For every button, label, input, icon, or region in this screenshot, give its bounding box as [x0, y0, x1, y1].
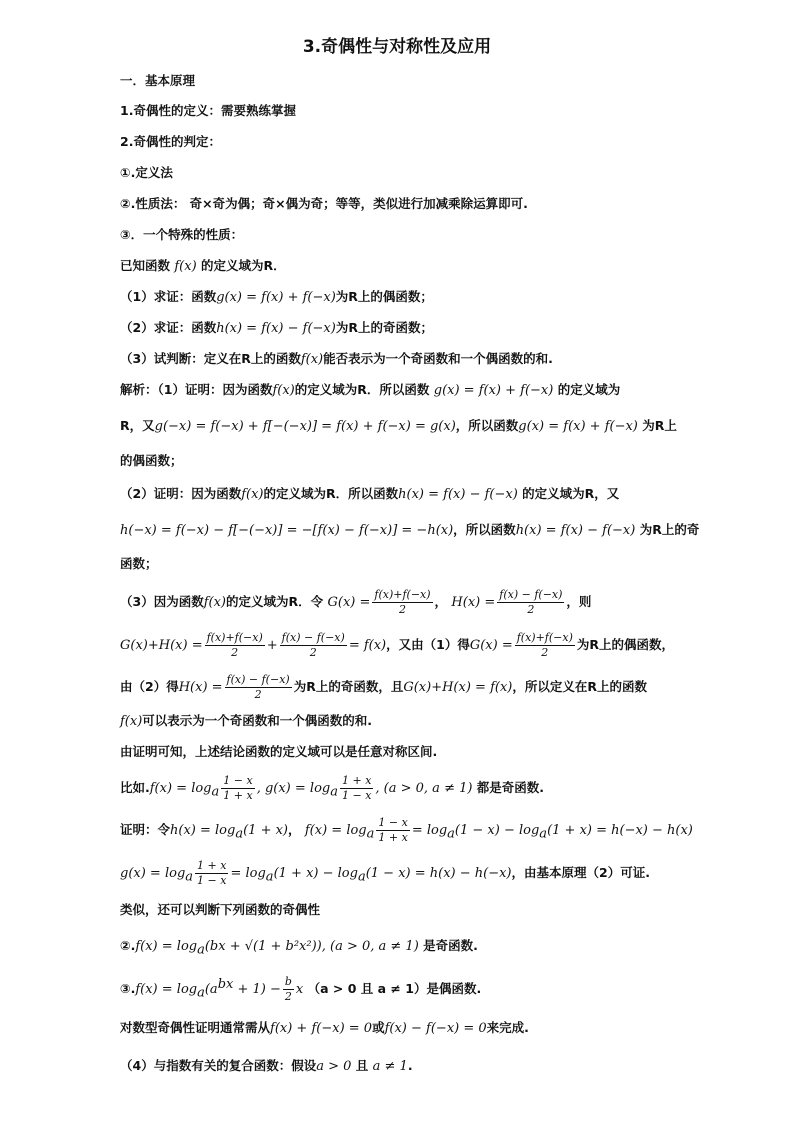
- line-example: [120, 770, 694, 811]
- text-span: (1 + x) = h(−x) − h(x): [547, 823, 693, 838]
- text-span: (1 − x) = h(x) − h(−x): [365, 866, 512, 881]
- text-span: ，所以函数: [453, 522, 516, 537]
- text-span: a: [539, 826, 548, 842]
- text-span: 证明：令: [120, 822, 171, 837]
- text-span: x: [295, 982, 304, 998]
- text-span: f(x) = log: [149, 781, 212, 796]
- text-span: G(x) =: [327, 595, 371, 610]
- text-span: a: [447, 826, 455, 842]
- text-span: f(x)+f(−x): [516, 631, 573, 644]
- text-span: 是奇函数.: [423, 938, 478, 953]
- text-span: 2: [284, 990, 292, 1004]
- text-span: f(x): [300, 352, 324, 367]
- line-exponential: [120, 1057, 694, 1076]
- text-span: (bx + √(1 + b²x²)), (a > 0, a ≠ 1): [204, 939, 419, 954]
- text-span: 1 − x: [223, 774, 253, 787]
- text-span: f(x): [241, 487, 264, 502]
- text-span: g(x) = f(x) + f(−x): [433, 383, 554, 398]
- text-span: 1 + x: [223, 789, 253, 802]
- text-span: g(x) = f(x) + f(−x): [518, 419, 638, 434]
- text-span: 的定义域为R．所以函数: [294, 382, 430, 397]
- text-span: H(x) =: [178, 680, 223, 695]
- line-method-1: ①.定义法: [120, 165, 173, 180]
- line-example-2: [120, 937, 694, 960]
- fraction: [205, 631, 265, 660]
- solution-1-line-3: 的偶函数；: [120, 453, 183, 468]
- text-span: f(x) + f(−x) = 0: [270, 1021, 373, 1036]
- text-span: = f(x): [348, 638, 387, 653]
- text-span: a: [265, 869, 274, 885]
- text-span: 为R上的偶函数，: [576, 637, 675, 652]
- text-span: g(x) = f(x) + f(−x): [216, 290, 336, 305]
- text-span: a: [197, 985, 205, 1001]
- text-span: （3）试判断：定义在R上的函数: [120, 351, 301, 366]
- text-span: = log: [411, 823, 448, 838]
- text-span: (a: [204, 982, 218, 998]
- text-span: f(x) = log: [304, 823, 367, 838]
- text-span: 来完成.: [486, 1020, 529, 1035]
- text-span: b: [284, 975, 292, 989]
- text-span: ，: [288, 822, 301, 837]
- text-span: a > 0: [316, 1059, 352, 1074]
- text-span: 为R上的奇: [639, 522, 700, 537]
- line-known: [120, 257, 694, 276]
- text-span: G(x) =: [469, 638, 513, 653]
- text-span: G(x)+H(x) = f(x): [403, 680, 513, 695]
- text-span: a: [330, 784, 338, 800]
- text-span: 的定义域为R．令: [226, 594, 324, 609]
- text-span: （2）求证：函数: [120, 320, 217, 335]
- text-span: +: [266, 638, 278, 653]
- solution-3-line-4: [120, 712, 694, 731]
- fraction: [280, 631, 347, 660]
- text-span: 的定义域为R，又: [522, 486, 620, 501]
- text-span: f(x): [120, 714, 143, 729]
- fraction: [225, 673, 292, 702]
- text-span: a: [197, 942, 205, 958]
- fraction: [497, 588, 564, 617]
- solution-1-line-1: [120, 381, 694, 400]
- text-span: h(x) = f(x) − f(−x): [398, 487, 518, 502]
- text-span: ②.: [120, 938, 136, 953]
- text-span: a: [185, 869, 194, 885]
- question-3: [120, 350, 694, 369]
- text-span: 已知函数: [120, 258, 171, 273]
- text-span: ，则: [566, 594, 592, 609]
- text-span: 都是奇函数.: [476, 780, 545, 795]
- text-span: 为R上的偶函数；: [335, 289, 433, 304]
- text-span: 解析：（1）证明：因为函数: [120, 382, 273, 397]
- solution-1-line-2: [120, 417, 694, 436]
- text-span: R，又: [120, 418, 155, 433]
- text-span: 2: [527, 603, 535, 616]
- solution-2-line-2: [120, 521, 700, 540]
- text-span: H(x) =: [451, 595, 496, 610]
- text-span: 能否表示为一个奇函数和一个偶函数的和.: [323, 351, 553, 366]
- text-span: （4）与指数有关的复合函数：假设: [120, 1058, 317, 1073]
- text-span: = log: [230, 866, 266, 881]
- text-span: f(x): [174, 259, 197, 274]
- solution-3-line-1: [120, 584, 694, 621]
- text-span: 1 − x: [341, 789, 372, 802]
- text-span: （2）证明：因为函数: [120, 486, 242, 501]
- text-span: f(x) = log: [135, 939, 198, 954]
- question-1: [120, 288, 694, 307]
- text-span: 2: [231, 646, 239, 659]
- fraction: [283, 975, 294, 1004]
- text-span: h(x) = f(x) − f(−x): [216, 321, 336, 336]
- text-span: 1 + x: [341, 774, 372, 787]
- text-span: （1）求证：函数: [120, 289, 217, 304]
- text-span: f(x) − f(−x): [281, 631, 345, 644]
- line-log-proof: [120, 1019, 694, 1038]
- text-span: + 1) −: [233, 982, 281, 998]
- fraction: [195, 859, 228, 888]
- text-span: 的定义域为R．所以函数: [263, 486, 399, 501]
- text-span: f(x)+f(−x): [374, 588, 431, 601]
- text-span: ，所以定义在R上的函数: [512, 679, 647, 694]
- text-span: g(x) = log: [120, 866, 186, 881]
- text-span: a: [366, 826, 375, 842]
- text-span: （3）因为函数: [120, 594, 204, 609]
- line-proof-g: [120, 855, 694, 896]
- text-span: , (a > 0, a ≠ 1): [375, 781, 473, 796]
- text-span: h(x) = log: [170, 823, 236, 838]
- text-span: ，由基本原理（2）可证.: [511, 865, 650, 880]
- text-span: 2: [398, 603, 406, 616]
- fraction: [221, 774, 254, 803]
- text-span: h(x) = f(x) − f(−x): [515, 523, 636, 538]
- text-span: 由（2）得: [120, 679, 179, 694]
- text-span: 的定义域为R．: [201, 258, 286, 273]
- text-span: f(x)+f(−x): [206, 631, 263, 644]
- text-span: 或: [372, 1020, 385, 1035]
- text-span: f(x) − f(−x): [226, 673, 290, 686]
- text-span: , g(x) = log: [256, 781, 331, 796]
- text-span: f(x) = log: [135, 982, 198, 998]
- text-span: (1 + x) − log: [273, 866, 358, 881]
- text-span: ③.: [120, 981, 136, 997]
- text-span: 为R上的奇函数；: [335, 320, 433, 335]
- text-span: 1 − x: [197, 874, 227, 887]
- text-span: 2: [254, 688, 262, 701]
- text-span: 对数型奇偶性证明通常需从: [120, 1020, 271, 1035]
- text-span: bx: [217, 977, 234, 992]
- text-span: (1 − x) − log: [454, 823, 540, 838]
- text-span: 且: [355, 1058, 369, 1073]
- fraction: [515, 631, 575, 660]
- text-span: .: [407, 1058, 413, 1073]
- text-span: g(−x) = f(−x) + f[−(−x)] = f(x) + f(−x) = g(x): [154, 419, 456, 434]
- section-heading: 一．基本原理: [120, 73, 196, 88]
- text-span: 的定义域为: [557, 382, 621, 397]
- text-span: f(x): [272, 383, 295, 398]
- text-span: （a > 0 且 a ≠ 1）是偶函数.: [307, 981, 482, 997]
- text-span: 1 − x: [378, 816, 408, 829]
- text-span: 1 + x: [378, 831, 408, 844]
- text-span: h(−x) = f(−x) − f[−(−x)] = −[f(x) − f(−x)] = −h(x): [120, 523, 454, 538]
- text-span: 比如.: [120, 780, 150, 795]
- solution-3-line-2: [120, 627, 694, 664]
- page-title: 3.奇偶性与对称性及应用: [302, 37, 492, 57]
- text-span: f(x) − f(−x) = 0: [384, 1021, 487, 1036]
- line-method-3: ③．一个特殊的性质：: [120, 227, 244, 242]
- text-span: ，所以函数: [455, 418, 519, 433]
- text-span: a: [235, 826, 244, 842]
- text-span: a: [357, 869, 366, 885]
- solution-2-line-3: 函数；: [120, 556, 158, 571]
- line-proof: [120, 812, 694, 853]
- line-conclusion: 由证明可知，上述结论函数的定义域可以是任意对称区间.: [120, 744, 438, 759]
- text-span: 2: [309, 646, 317, 659]
- line-definition: 1.奇偶性的定义：需要熟练掌握: [120, 103, 296, 118]
- text-span: 可以表示为一个奇函数和一个偶函数的和.: [142, 713, 373, 728]
- text-span: ，: [434, 594, 448, 609]
- question-2: [120, 319, 694, 338]
- text-span: f(x) − f(−x): [499, 588, 563, 601]
- text-span: 2: [541, 646, 549, 659]
- text-span: ，又由（1）得: [386, 637, 470, 652]
- line-judgement: 2.奇偶性的判定：: [120, 134, 221, 149]
- text-span: 为R上: [642, 418, 677, 433]
- text-span: (1 + x): [243, 823, 288, 838]
- fraction: [372, 588, 432, 617]
- text-span: a: [211, 784, 220, 800]
- fraction: [376, 816, 409, 845]
- line-example-3: [120, 967, 694, 1012]
- text-span: G(x)+H(x) =: [120, 638, 203, 653]
- line-method-2: ②.性质法： 奇×奇为偶；奇×偶为奇；等等，类似进行加减乘除运算即可.: [120, 196, 528, 211]
- text-span: f(x): [203, 595, 226, 610]
- text-span: a ≠ 1: [372, 1059, 408, 1074]
- solution-2-line-1: [120, 485, 694, 504]
- solution-3-line-3: [120, 669, 694, 706]
- text-span: 为R上的奇函数，且: [293, 679, 404, 694]
- fraction: [340, 774, 373, 803]
- text-span: 1 + x: [197, 859, 227, 872]
- line-similar: 类似，还可以判断下列函数的奇偶性: [120, 902, 321, 917]
